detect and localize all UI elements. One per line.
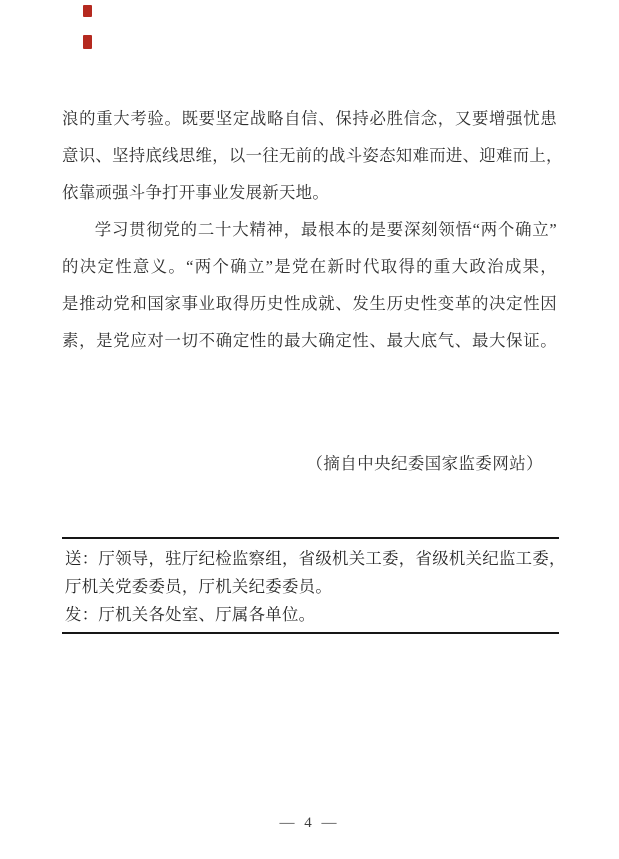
body-line: 是推动党和国家事业取得历史性成就、发生历史性变革的决定性因: [62, 294, 557, 313]
distribution-line: 送：厅领导，驻厅纪检监察组，省级机关工委，省级机关纪监工委，: [65, 549, 566, 568]
body-line: 依靠顽强斗争打开事业发展新天地。: [62, 183, 330, 202]
body-line: 浪的重大考验。既要坚定战略自信、保持必胜信念，又要增强忧患: [62, 109, 557, 128]
body-line: 意识、坚持底线思维，以一往无前的战斗姿态知难而进、迎难而上，: [62, 146, 563, 165]
body-line: 的决定性意义。“两个确立”是党在新时代取得的重大政治成果，: [62, 257, 557, 276]
body-line: 素，是党应对一切不确定性的最大确定性、最大底气、最大保证。: [62, 331, 557, 350]
page-number: — 4 —: [279, 815, 340, 831]
attribution-line: （摘自中央纪委国家监委网站）: [306, 454, 543, 473]
body-text: [62, 100, 563, 359]
body-line: 学习贯彻党的二十大精神，最根本的是要深刻领悟“两个确立”: [94, 220, 557, 239]
distribution-line: 发：厅机关各处室、厅属各单位。: [65, 605, 316, 624]
distribution-line: 厅机关党委委员，厅机关纪委委员。: [65, 577, 333, 596]
red-binding-mark-top: [83, 5, 92, 17]
distribution-box: [62, 537, 566, 634]
red-binding-mark-bottom: [83, 35, 92, 49]
